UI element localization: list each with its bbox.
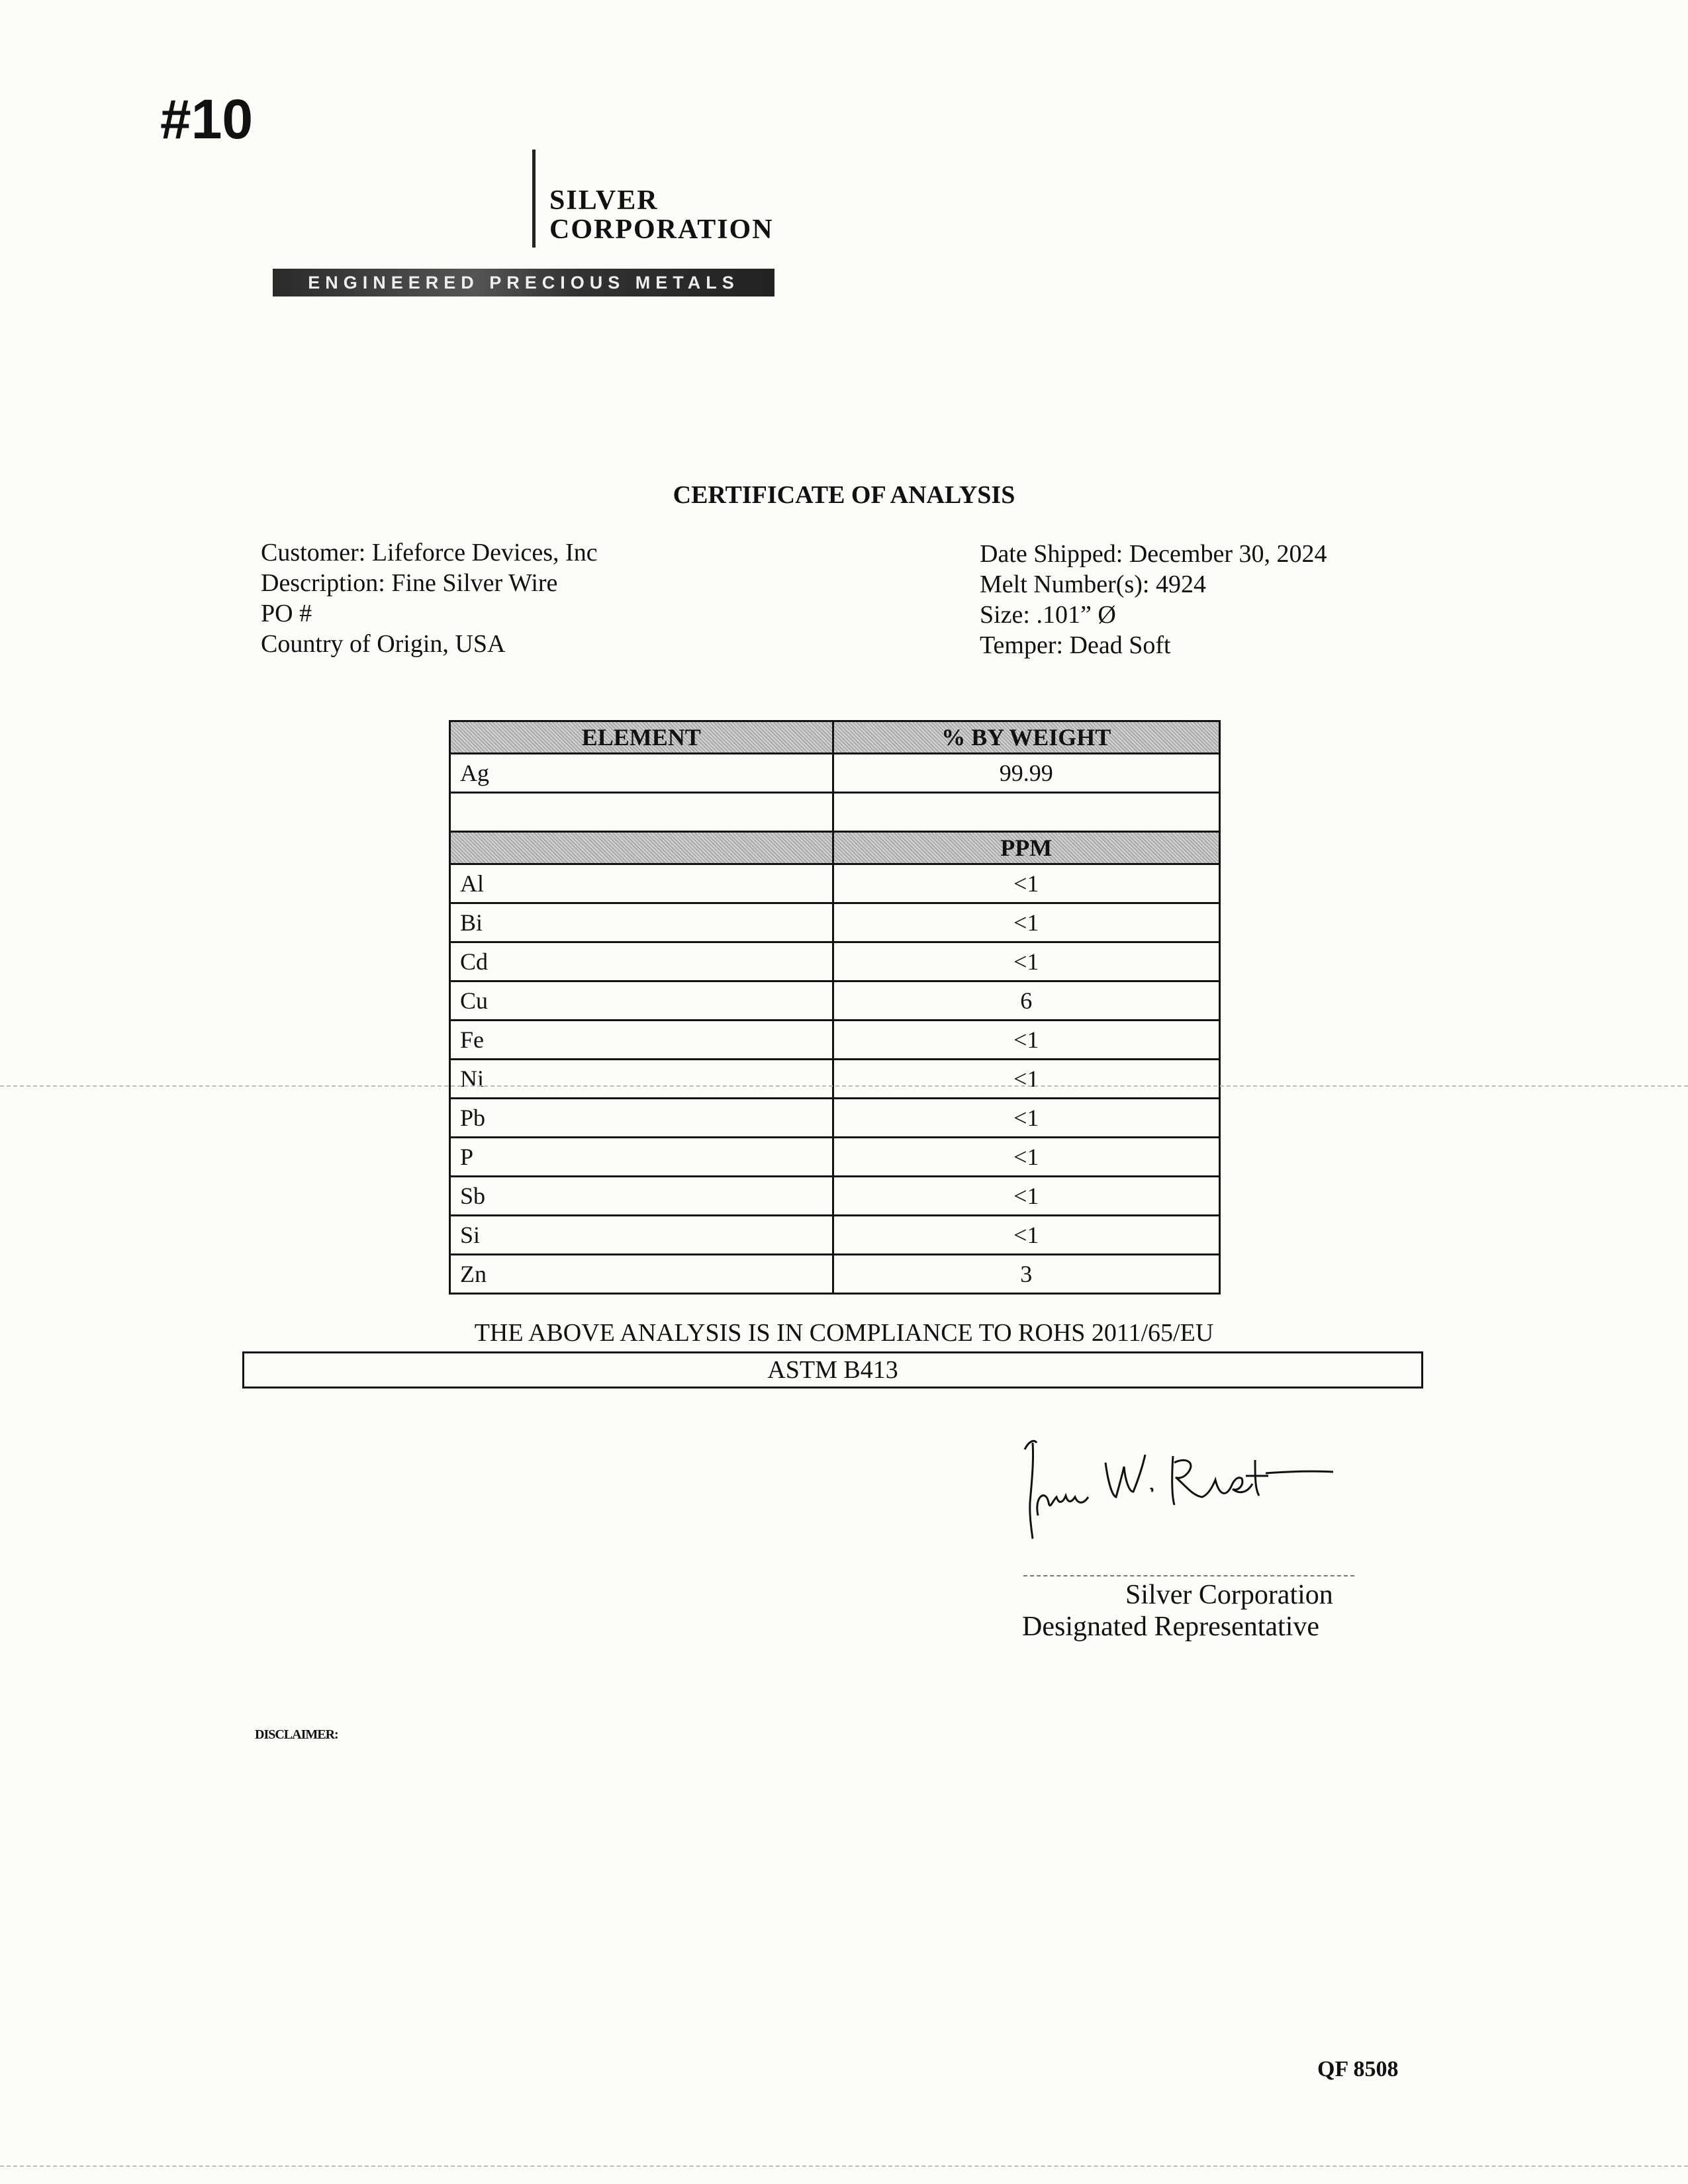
element-cell: Ag	[450, 754, 833, 793]
logo-divider	[532, 150, 536, 248]
logo-name-line1: SILVER	[549, 185, 659, 216]
element-header: ELEMENT	[450, 721, 833, 754]
table-row	[450, 942, 1220, 981]
table-row	[450, 1060, 1220, 1099]
table-row	[450, 1177, 1220, 1216]
table-row	[450, 754, 1220, 793]
po-line: PO #	[261, 600, 312, 627]
value-cell: <1	[833, 903, 1219, 942]
melt-number-line: Melt Number(s): 4924	[980, 570, 1206, 598]
signature-line	[1023, 1575, 1354, 1576]
table-row	[450, 1255, 1220, 1294]
scan-edge-line	[0, 2165, 1688, 2167]
handwritten-signature	[1019, 1423, 1337, 1555]
scan-fold-line	[0, 1085, 1688, 1087]
value-cell: <1	[833, 864, 1219, 903]
size-line: Size: .101” Ø	[980, 601, 1116, 629]
origin-line: Country of Origin, USA	[261, 630, 506, 658]
disclaimer-label: DISCLAIMER:	[255, 1727, 338, 1742]
element-cell: Cu	[450, 981, 833, 1021]
customer-info	[261, 537, 598, 659]
value-cell: <1	[833, 1099, 1219, 1138]
signatory-role: Designated Representative	[1022, 1612, 1319, 1642]
value-cell: <1	[833, 1021, 1219, 1060]
element-cell: Zn	[450, 1255, 833, 1294]
standard-box: ASTM B413	[242, 1351, 1423, 1388]
element-cell: Bi	[450, 903, 833, 942]
value-cell: <1	[833, 942, 1219, 981]
table-row	[450, 1099, 1220, 1138]
analysis-table	[449, 720, 1221, 1295]
table-empty-row	[450, 793, 1220, 832]
customer-line: Customer: Lifeforce Devices, Inc	[261, 539, 598, 567]
value-cell: <1	[833, 1177, 1219, 1216]
value-cell: 6	[833, 981, 1219, 1021]
shipment-info	[980, 539, 1327, 660]
table-row	[450, 1138, 1220, 1177]
ppm-header: PPM	[833, 832, 1219, 864]
description-line: Description: Fine Silver Wire	[261, 569, 558, 597]
table-row	[450, 864, 1220, 903]
element-cell: P	[450, 1138, 833, 1177]
blank-header	[450, 832, 833, 864]
certificate-title: CERTIFICATE OF ANALYSIS	[673, 481, 1015, 509]
temper-line: Temper: Dead Soft	[980, 631, 1171, 659]
table-row	[450, 981, 1220, 1021]
logo-tagline: ENGINEERED PRECIOUS METALS	[273, 269, 774, 296]
compliance-statement: THE ABOVE ANALYSIS IS IN COMPLIANCE TO ROHS 2011/65/EU	[474, 1319, 1214, 1347]
form-code: QF 8508	[1317, 2057, 1399, 2081]
table-header-row	[450, 721, 1220, 754]
document-number: #10	[160, 88, 254, 150]
element-cell: Cd	[450, 942, 833, 981]
table-header-row	[450, 832, 1220, 864]
empty-cell	[833, 793, 1219, 832]
value-cell: <1	[833, 1060, 1219, 1099]
table-row	[450, 1021, 1220, 1060]
logo-name-line2: CORPORATION	[549, 214, 774, 245]
table-row	[450, 1216, 1220, 1255]
value-cell: 99.99	[833, 754, 1219, 793]
element-cell: Pb	[450, 1099, 833, 1138]
value-cell: 3	[833, 1255, 1219, 1294]
empty-cell	[450, 793, 833, 832]
element-cell: Si	[450, 1216, 833, 1255]
value-cell: <1	[833, 1216, 1219, 1255]
element-cell: Fe	[450, 1021, 833, 1060]
element-cell: Ni	[450, 1060, 833, 1099]
signatory-company: Silver Corporation	[1125, 1580, 1333, 1610]
table-row	[450, 903, 1220, 942]
element-cell: Al	[450, 864, 833, 903]
element-cell: Sb	[450, 1177, 833, 1216]
weight-header: % BY WEIGHT	[833, 721, 1219, 754]
value-cell: <1	[833, 1138, 1219, 1177]
date-shipped-line: Date Shipped: December 30, 2024	[980, 540, 1327, 568]
